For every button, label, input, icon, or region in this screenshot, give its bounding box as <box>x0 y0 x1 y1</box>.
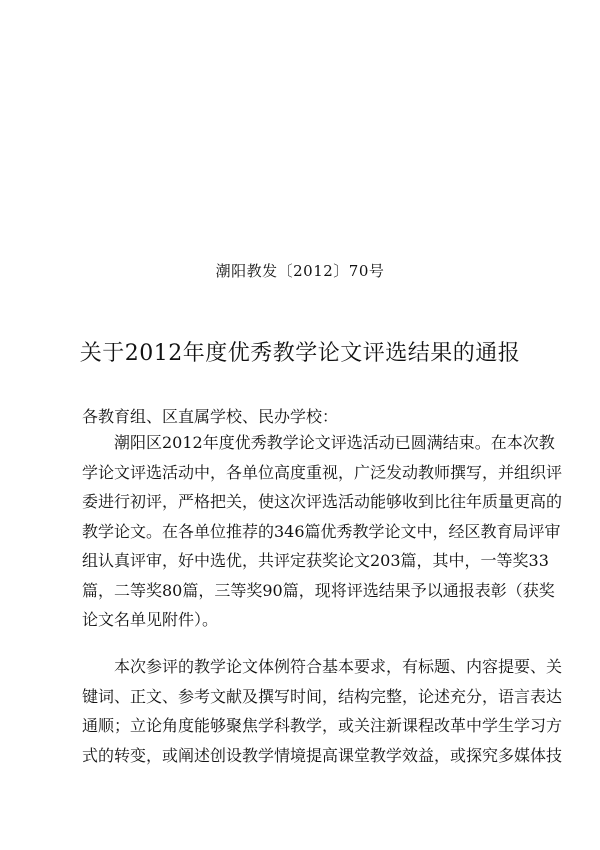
paragraph-1 <box>82 428 563 635</box>
paragraph-line: 组认真评审，好中选优，共评定获奖论文203篇，其中，一等奖33 <box>82 551 549 570</box>
paragraph-line: 本次参评的教学论文体例符合基本要求，有标题、内容提要、关 <box>82 657 563 676</box>
paragraph-line: 通顺；立论角度能够聚焦学科教学，或关注新课程改革中学生学习方 <box>82 716 563 735</box>
paragraph-line: 篇，二等奖80篇，三等奖90篇，现将评选结果予以通报表彰（获奖 <box>82 580 555 600</box>
document-title: 关于2012年度优秀教学论文评选结果的通报 <box>79 341 521 366</box>
paragraph-line: 潮阳区2012年度优秀教学论文评选活动已圆满结束。在本次教 <box>82 433 555 452</box>
paragraph-line: 键词、正文、参考文献及撰写时间，结构完整，论述充分，语言表达 <box>82 686 563 706</box>
paragraph-2 <box>82 652 563 770</box>
paragraph-line: 教学论文。在各单位推荐的346篇优秀教学论文中，经区教育局评审 <box>82 521 561 541</box>
paragraph-line: 式的转变，或阐述创设教学情境提高课堂教学效益，或探究多媒体技 <box>82 745 563 765</box>
salutation: 各教育组、区直属学校、民办学校： <box>82 407 339 426</box>
paragraph-line: 论文名单见附件）。 <box>82 610 219 629</box>
paragraph-line: 委进行初评，严格把关，使这次评选活动能够收到比往年质量更高的 <box>82 492 563 511</box>
document-number: 潮阳教发〔2012〕70号 <box>215 262 385 280</box>
paragraph-line: 学论文评选活动中，各单位高度重视，广泛发动教师撰写，并组织评 <box>82 462 563 482</box>
